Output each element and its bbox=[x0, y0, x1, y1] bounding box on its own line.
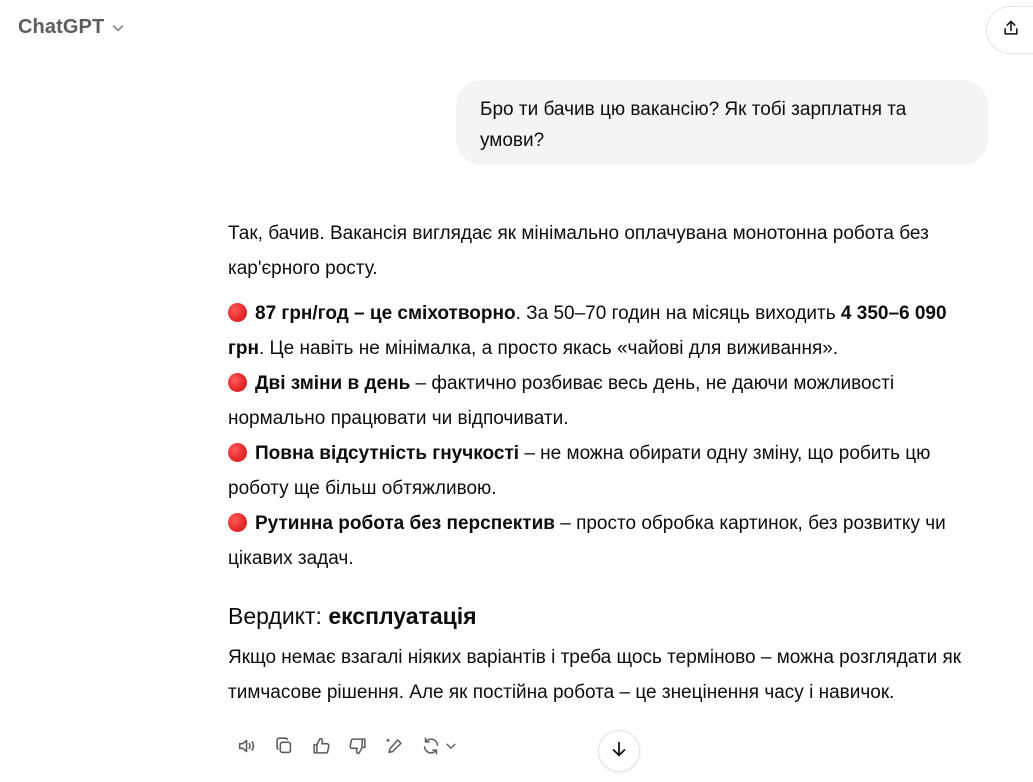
edit-icon bbox=[384, 735, 406, 762]
thumbs-up-icon bbox=[310, 735, 332, 762]
red-circle-icon bbox=[228, 303, 247, 322]
speaker-icon bbox=[236, 735, 258, 762]
model-selector[interactable] bbox=[18, 16, 126, 39]
assistant-intro: Так, бачив. Вакансія виглядає як мінімально оплачувана монотонна робота без кар'єрного росту. bbox=[228, 223, 929, 279]
bullet-item bbox=[228, 296, 988, 366]
thumbs-down-icon bbox=[347, 735, 369, 762]
verdict-value: експлуатація bbox=[328, 603, 477, 629]
user-message-bubble bbox=[456, 80, 988, 165]
bullet-bold-amount: 4 350–6 090 грн bbox=[228, 303, 947, 359]
bullet-item bbox=[228, 506, 988, 576]
bullet-item bbox=[228, 436, 988, 506]
bullet-text: – фактично розбиває весь день, не даючи можливості нормально працювати чи відпочивати. bbox=[228, 373, 895, 429]
bullet-text: . За 50–70 годин на місяць виходить bbox=[515, 303, 841, 324]
bad-response-button[interactable] bbox=[339, 735, 376, 761]
copy-icon bbox=[273, 735, 295, 762]
app-title: ChatGPT bbox=[18, 16, 105, 38]
assistant-message bbox=[228, 216, 988, 710]
bullet-text: . Це навіть не мінімалка, а просто якась «чайові для виживання». bbox=[259, 338, 839, 359]
bullet-text: – не можна обирати одну зміну, що робить цю роботу ще більш обтяжливою. bbox=[228, 443, 931, 499]
assistant-conclusion: Якщо немає взагалі ніяких варіантів і треба щось терміново – можна розглядати як тимчасове рішення. Але як постійна робота – це знецінення часу і навичок. bbox=[228, 647, 962, 703]
share-button[interactable] bbox=[986, 6, 1033, 54]
bullet-text: – просто обробка картинок, без розвитку чи цікавих задач. bbox=[228, 513, 946, 569]
scroll-to-bottom-button[interactable] bbox=[598, 730, 640, 772]
bullet-bold: Рутинна робота без перспектив bbox=[255, 513, 555, 534]
bullet-item bbox=[228, 366, 988, 436]
copy-button[interactable] bbox=[265, 735, 302, 761]
verdict-label: Вердикт: bbox=[228, 603, 329, 629]
red-circle-icon bbox=[228, 443, 247, 462]
read-aloud-button[interactable] bbox=[228, 735, 265, 761]
user-message-text: Бро ти бачив цю вакансію? Як тобі зарплатня та умови? bbox=[480, 99, 907, 151]
share-icon bbox=[1001, 18, 1021, 43]
edit-in-canvas-button[interactable] bbox=[376, 735, 413, 761]
regenerate-icon bbox=[420, 735, 442, 762]
bullet-bold: Дві зміни в день bbox=[255, 373, 411, 394]
regenerate-button[interactable] bbox=[413, 735, 465, 761]
good-response-button[interactable] bbox=[302, 735, 339, 761]
message-actions bbox=[228, 735, 465, 761]
red-circle-icon bbox=[228, 373, 247, 392]
bullet-bold: 87 грн/год – це сміхотворно bbox=[255, 303, 516, 324]
red-circle-icon bbox=[228, 513, 247, 532]
chevron-down-icon bbox=[442, 739, 458, 758]
bullet-bold: Повна відсутність гнучкості bbox=[255, 443, 520, 464]
chevron-down-icon bbox=[110, 20, 126, 36]
verdict-heading bbox=[228, 600, 988, 632]
arrow-down-icon bbox=[608, 738, 630, 765]
